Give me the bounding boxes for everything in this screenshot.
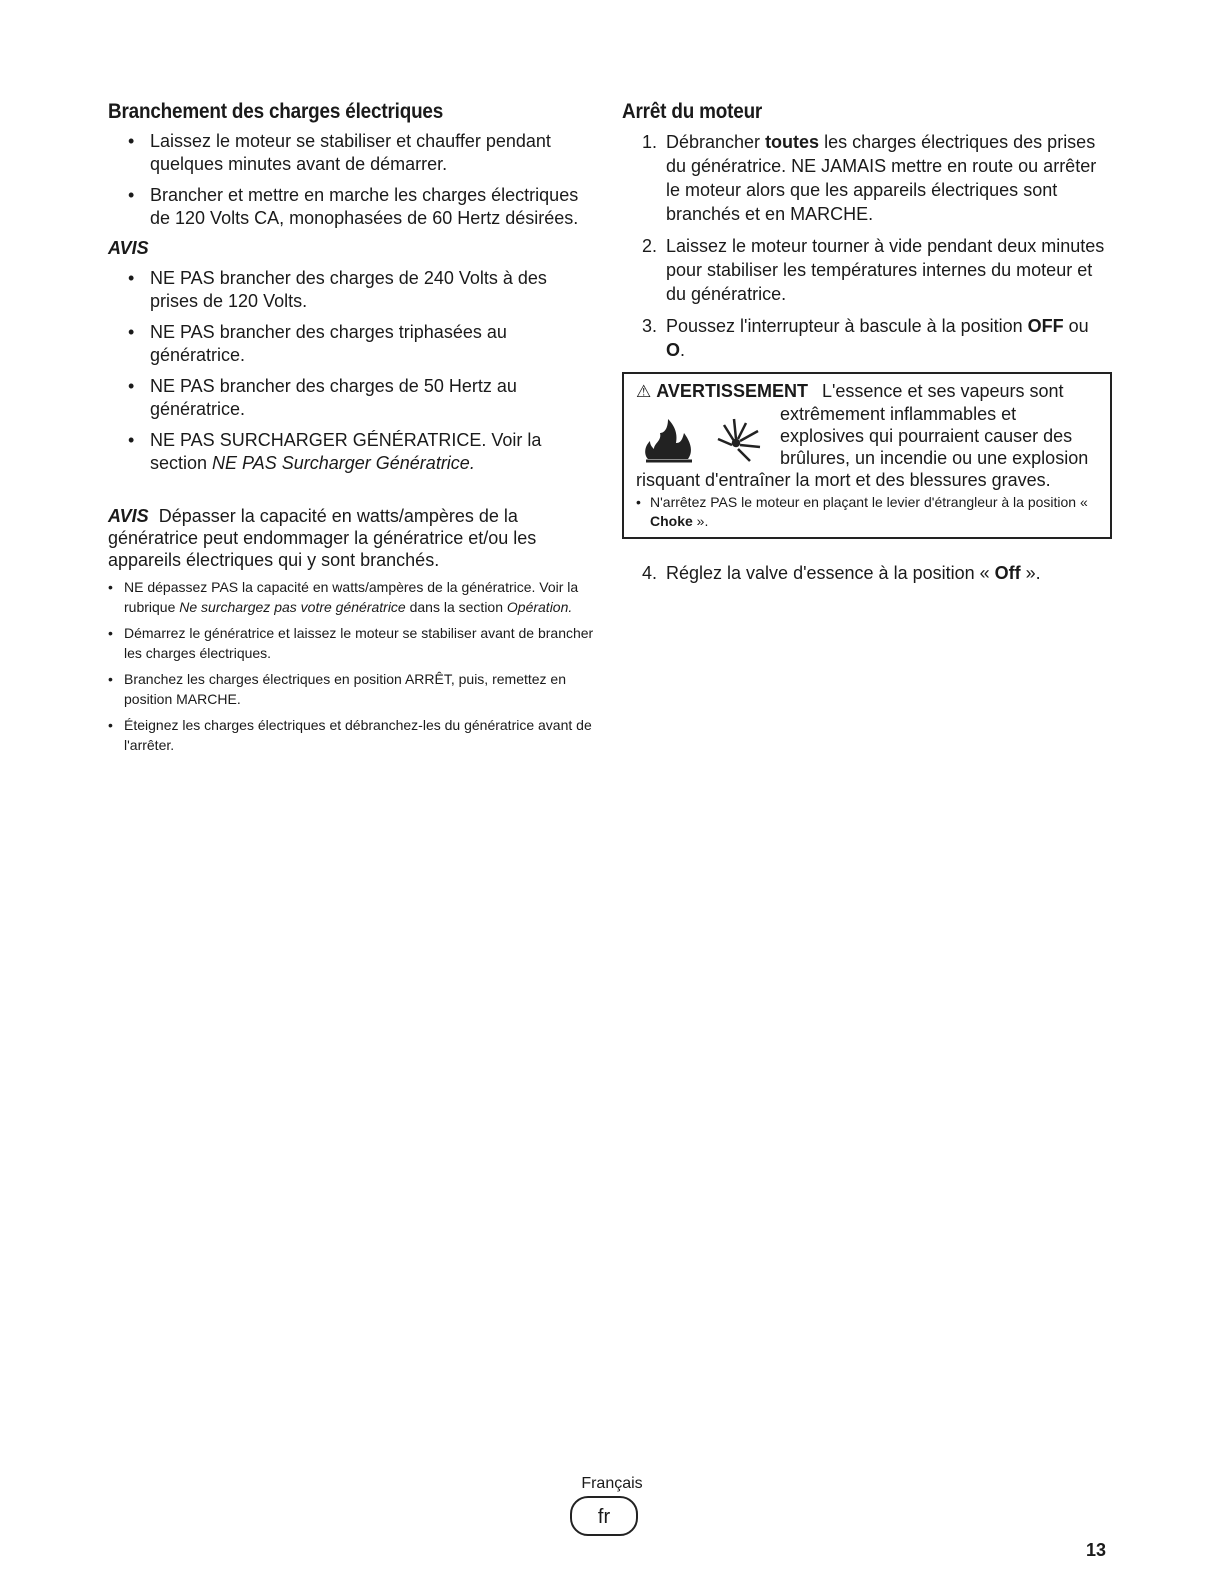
- list-item: • NE PAS SURCHARGER GÉNÉRATRICE. Voir la section NE PAS Surcharger Génératrice.: [108, 429, 598, 475]
- section-heading-stopping-engine: Arrêt du moteur: [622, 100, 763, 123]
- notice-label: AVIS: [108, 238, 149, 258]
- warning-box: [622, 372, 1112, 539]
- warning-text: L'essence et ses vapeurs sont: [821, 381, 1064, 401]
- explosion-icon: [718, 419, 760, 461]
- language-badge: fr: [570, 1496, 638, 1536]
- bullet-list: [108, 130, 598, 230]
- step-4: 4. Réglez la valve d'essence à la position « Off ».: [642, 563, 1041, 583]
- numbered-steps-continued: [622, 561, 1112, 585]
- section-heading-connecting-loads: Branchement des charges électriques: [108, 100, 444, 123]
- warning-title: AVERTISSEMENT: [656, 381, 808, 401]
- step-3: 3. Poussez l'interrupteur à bascule à la position OFF ou O.: [642, 316, 1089, 360]
- list-item: • Brancher et mettre en marche les charges électriques de 120 Volts CA, monophasées de 60 Hertz désirées.: [108, 184, 598, 230]
- list-item: • Laissez le moteur se stabiliser et chauffer pendant quelques minutes avant de démarrer.: [108, 130, 598, 176]
- footer-language: Français: [581, 1475, 643, 1492]
- notice-paragraph: AVIS Dépasser la capacité en watts/ampères de la génératrice peut endommager la génératrice et/ou les appareils électriques qui y sont branchés.: [108, 506, 537, 570]
- list-item: • NE PAS brancher des charges de 50 Hertz au génératrice.: [108, 375, 598, 421]
- warning-triangle-icon: ⚠: [636, 382, 652, 401]
- list-item: • Démarrez le génératrice et laissez le moteur se stabiliser avant de brancher les charges électriques.: [108, 623, 598, 663]
- fire-icon: [645, 419, 692, 461]
- list-item: • NE dépassez PAS la capacité en watts/ampères de la génératrice. Voir la rubrique Ne surchargez pas votre génératrice dans la section Opération.: [108, 577, 598, 617]
- list-item: • NE PAS brancher des charges de 240 Volts à des prises de 120 Volts.: [108, 267, 598, 313]
- hazard-icons: [636, 403, 776, 469]
- list-item: • NE PAS brancher des charges triphasées au génératrice.: [108, 321, 598, 367]
- left-column: [108, 100, 598, 761]
- notice-list: [108, 267, 598, 475]
- list-item: • Éteignez les charges électriques et débranchez-les du génératrice avant de l'arrêter.: [108, 715, 598, 755]
- page-number: 13: [1086, 1540, 1107, 1560]
- warning-body-continued: risquant d'entraîner la mort et des blessures graves.: [636, 470, 1051, 490]
- step-2: 2. Laissez le moteur tourner à vide pendant deux minutes pour stabiliser les températures internes du moteur et du génératrice.: [642, 236, 1105, 304]
- list-item: • Branchez les charges électriques en position ARRÊT, puis, remettez en position MARCHE.: [108, 669, 598, 709]
- warning-body: extrêmement inflammables et explosives qui pourraient causer des brûlures, un incendie ou une explosion: [780, 404, 1089, 468]
- cross-reference: NE PAS Surcharger Génératrice.: [212, 453, 475, 473]
- right-column: [622, 100, 1112, 593]
- numbered-steps: [622, 130, 1112, 362]
- step-1: 1. Débrancher toutes les charges électriques des prises du génératrice. NE JAMAIS mettre en route ou arrêter le moteur alors que les appareils électriques sont branchés et en MARCHE.: [642, 132, 1097, 224]
- small-bullet-list: [108, 577, 598, 755]
- notice-label: AVIS: [108, 506, 149, 526]
- warning-note: • N'arrêtez PAS le moteur en plaçant le levier d'étrangleur à la position « Choke ».: [636, 493, 1102, 531]
